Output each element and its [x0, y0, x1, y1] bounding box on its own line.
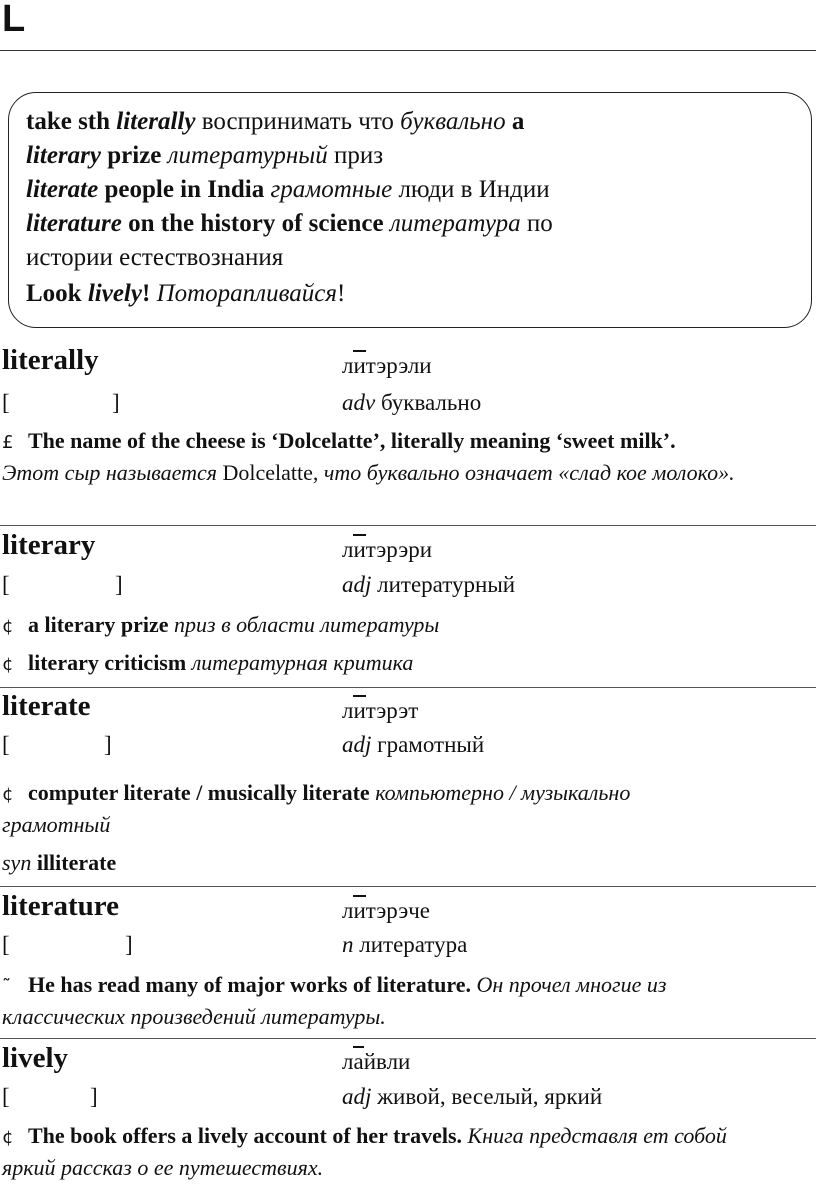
box-line-4	[26, 209, 553, 239]
transcription-open: [	[2, 390, 10, 415]
pron-text: л	[342, 1049, 354, 1074]
box-line-5	[26, 243, 283, 273]
part-of-speech: adv	[342, 390, 376, 415]
translation: литературный	[371, 572, 516, 597]
pron-text: л	[342, 698, 354, 723]
entry-divider	[0, 525, 816, 526]
transcription-close: ]	[90, 1084, 98, 1109]
example-literally-1	[2, 426, 807, 488]
transcription-open: [	[2, 1084, 10, 1109]
pronunciation-literature	[342, 899, 430, 922]
box-text: воспринимать что	[195, 108, 401, 135]
pronunciation-literate	[342, 699, 418, 722]
pos-literally	[342, 391, 481, 414]
page-letter: L	[2, 0, 26, 40]
example-ru: Он прочел многие из классических произведений литературы.	[2, 972, 667, 1029]
box-text: буквально	[400, 108, 506, 135]
box-text: literature	[26, 210, 122, 237]
box-text: Поторапливайся	[156, 280, 337, 307]
example-ru: Этот сыр называется	[2, 460, 217, 485]
example-en: The name of the cheese is ‘Dolcelatte’, literally meaning ‘sweet milk’.	[28, 428, 676, 453]
box-text: !	[141, 280, 157, 307]
example-bullet-icon: ¢	[2, 784, 14, 805]
example-ru: приз в области литературы	[168, 612, 440, 637]
example-literary-1	[2, 610, 807, 642]
box-line-6	[26, 279, 345, 309]
example-bullet-icon: £	[2, 432, 14, 453]
translation: буквально	[375, 390, 482, 415]
example-bullet-icon: ¢	[2, 1127, 14, 1148]
stress-mark: и	[353, 898, 366, 923]
example-ru: Dolcelatte,	[217, 460, 324, 485]
entry-divider	[0, 687, 816, 688]
example-en: computer literate / musically literate	[28, 780, 370, 805]
example-ru: компьютерно / музыкально грамотный	[2, 780, 631, 837]
headword-lively: lively	[2, 1042, 69, 1074]
box-text: по	[520, 210, 553, 237]
box-text: истории естествознания	[26, 244, 284, 271]
part-of-speech: adj	[342, 572, 372, 597]
box-text: on the history of science	[121, 210, 390, 237]
box-text: литературный	[167, 142, 328, 169]
box-line-2	[26, 141, 383, 171]
translation: литература	[353, 932, 468, 957]
example-bullet-icon: ¢	[2, 616, 14, 637]
transcription-open: [	[2, 932, 10, 957]
example-literate-1	[2, 778, 702, 840]
translation: грамотный	[371, 732, 485, 757]
entry-divider	[0, 1038, 816, 1039]
part-of-speech: n	[342, 932, 354, 957]
headword-literature: literature	[2, 890, 120, 922]
translation: живой, веселый, яркий	[371, 1084, 603, 1109]
pron-text: тэрэт	[365, 698, 419, 723]
stress-mark: и	[353, 537, 366, 562]
headword-literary: literary	[2, 529, 96, 561]
example-en: The book offers a lively account of her travels.	[28, 1123, 463, 1148]
pronunciation-lively	[342, 1050, 410, 1073]
box-text: literary	[26, 142, 101, 169]
stress-mark: и	[353, 698, 366, 723]
pos-literary	[342, 573, 515, 596]
stress-mark: и	[353, 353, 366, 378]
example-literature-1	[2, 970, 792, 1032]
box-text: Look	[26, 280, 88, 307]
pron-text: тэрэри	[365, 537, 433, 562]
box-text: a	[505, 108, 525, 135]
synonym-literate	[2, 848, 807, 878]
box-text: грамотные	[270, 176, 393, 203]
part-of-speech: adj	[342, 1084, 372, 1109]
pronunciation-literary	[342, 538, 432, 561]
transcription-close: ]	[104, 732, 112, 757]
box-text: lively	[87, 280, 142, 307]
pron-text: л	[342, 537, 354, 562]
box-text: !	[336, 280, 346, 307]
transcription-close: ]	[125, 932, 133, 957]
pos-literate	[342, 733, 484, 756]
box-line-1	[26, 107, 524, 137]
example-lively-1	[2, 1121, 782, 1183]
headword-literally: literally	[2, 344, 99, 376]
pron-text: йвли	[363, 1049, 411, 1074]
pron-text: л	[342, 353, 354, 378]
pron-text: л	[342, 898, 354, 923]
box-text: take sth	[26, 108, 117, 135]
example-en: He has read many of major works of literature.	[28, 972, 471, 997]
transcription-open: [	[2, 572, 10, 597]
box-text: prize	[101, 142, 168, 169]
box-text: literate	[26, 176, 99, 203]
pos-lively	[342, 1085, 602, 1108]
example-ru: литературная критика	[186, 650, 414, 675]
example-bullet-icon: ˜	[2, 976, 11, 997]
example-bullet-icon: ¢	[2, 654, 14, 675]
pos-literature	[342, 933, 467, 956]
example-en: literary criticism	[28, 650, 187, 675]
transcription-close: ]	[115, 572, 123, 597]
syn-label: syn	[2, 850, 32, 875]
box-text: people in India	[98, 176, 271, 203]
pron-text: тэрэли	[365, 353, 432, 378]
header-divider	[0, 50, 816, 51]
example-en: a literary prize	[28, 612, 169, 637]
box-line-3	[26, 175, 550, 205]
part-of-speech: adj	[342, 732, 372, 757]
transcription-close: ]	[112, 390, 120, 415]
box-text: люди в Индии	[392, 176, 550, 203]
pron-text: тэрэче	[365, 898, 431, 923]
box-text: приз	[327, 142, 384, 169]
syn-word: illiterate	[31, 850, 117, 875]
example-literary-2	[2, 648, 807, 680]
example-ru: что буквально означает «слад кое молоко».	[323, 460, 735, 485]
pronunciation-literally	[342, 354, 432, 377]
box-text: literally	[116, 108, 196, 135]
box-text: литература	[389, 210, 521, 237]
headword-literate: literate	[2, 690, 91, 722]
stress-mark: а	[353, 1049, 364, 1074]
example-ru: Книга представля ет собой яркий рассказ о ее путешествиях.	[2, 1123, 727, 1180]
transcription-open: [	[2, 732, 10, 757]
entry-divider	[0, 886, 816, 887]
